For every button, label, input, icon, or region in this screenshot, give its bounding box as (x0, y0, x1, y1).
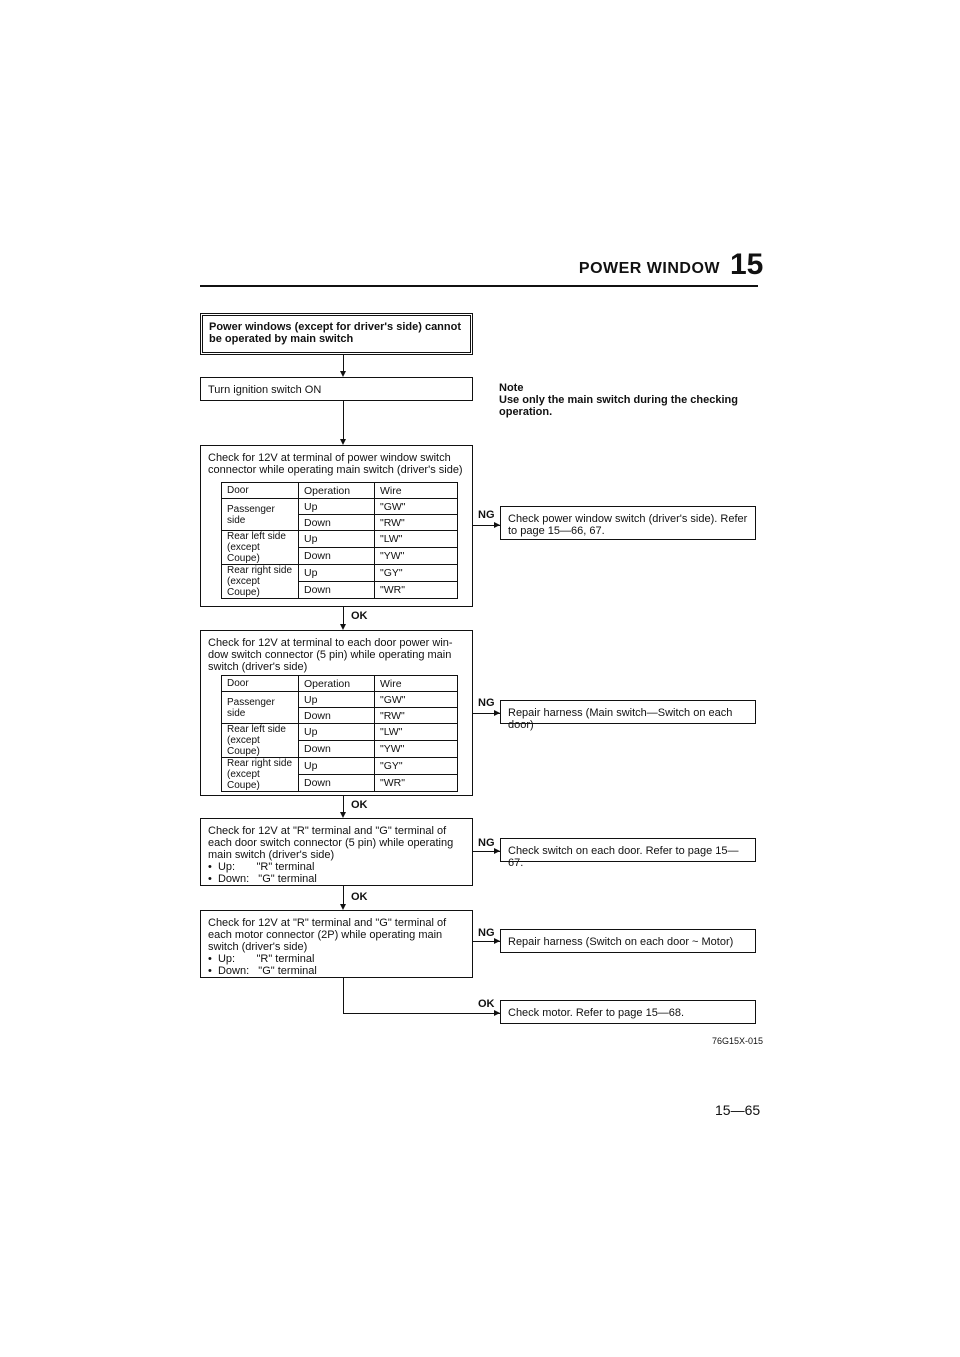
table-row (222, 565, 458, 582)
operation-cell: Up (299, 531, 375, 548)
ok-label: OK (351, 799, 368, 811)
column-header: Operation (299, 483, 375, 499)
wire-cell: "RW" (375, 515, 458, 531)
ok-label: OK (351, 610, 368, 622)
connector-line (343, 401, 344, 441)
operation-cell: Down (299, 515, 375, 531)
step2-text: Check for 12V at terminal of power window switch connector while operating main switch (driver's side) (208, 452, 463, 476)
ng-label: NG (478, 509, 495, 521)
table-row (222, 724, 458, 741)
door-cell: Rear left side (except Coupe) (222, 724, 299, 758)
door-cell: Rear right side (except Coupe) (222, 565, 299, 599)
chapter-number: 15 (730, 248, 764, 281)
column-header: Door (222, 483, 299, 499)
step5-ok-result (500, 1000, 756, 1024)
door-cell: Rear right side (except Coupe) (222, 758, 299, 792)
figure-code: 76G15X-015 (712, 1036, 764, 1046)
operation-cell: Up (299, 758, 375, 775)
table-row (222, 499, 458, 515)
table-row (222, 531, 458, 548)
operation-cell: Down (299, 708, 375, 724)
step5-box (200, 910, 473, 978)
step4-box (200, 818, 473, 886)
operation-cell: Down (299, 582, 375, 599)
wire-cell: "GY" (375, 565, 458, 582)
table-header-row (222, 676, 458, 692)
column-header: Wire (375, 676, 458, 692)
note-text: Use only the main switch during the checking operation. (499, 394, 738, 418)
connector-line (343, 978, 344, 1013)
step4-ng-text: Check switch on each door. Refer to page 15—67. (508, 845, 739, 869)
step3-ng-text: Repair harness (Main switch—Switch on each door) (508, 707, 733, 731)
table-row (222, 692, 458, 708)
column-header: Wire (375, 483, 458, 499)
wire-cell: "LW" (375, 724, 458, 741)
table-row (222, 758, 458, 775)
ng-label: NG (478, 837, 495, 849)
section-title: POWER WINDOW (578, 260, 720, 277)
connector-line (343, 886, 344, 906)
wire-cell: "YW" (375, 548, 458, 565)
header-rule (200, 285, 758, 287)
wire-cell: "GY" (375, 758, 458, 775)
note-title: Note (499, 382, 524, 394)
operation-cell: Up (299, 692, 375, 708)
ok-label: OK (478, 998, 495, 1010)
step1-text: Turn ignition switch ON (208, 384, 322, 396)
wire-cell: "WR" (375, 582, 458, 599)
table-header-row (222, 483, 458, 499)
step5-ng-result (500, 929, 756, 953)
step3-table (221, 675, 458, 792)
start-text: Power windows (except for driver's side) cannot be operated by main switch (209, 321, 462, 345)
start-box (200, 313, 473, 355)
step4-text: Check for 12V at "R" terminal and "G" terminal of each door switch connector (5 pin) while operating main switch (driver's side) (208, 825, 454, 861)
step2-ng-result (500, 506, 756, 540)
door-cell: Passenger side (222, 692, 299, 724)
column-header: Door (222, 676, 299, 692)
ok-line (343, 1013, 500, 1014)
page-number: 15—65 (715, 1102, 761, 1118)
step5-ng-text: Repair harness (Switch on each door ~ Motor) (508, 936, 734, 948)
operation-cell: Down (299, 741, 375, 758)
step5-bullet-up: • Up: "R" terminal (208, 953, 315, 965)
wire-cell: "GW" (375, 692, 458, 708)
ok-label: OK (351, 891, 368, 903)
wire-cell: "GW" (375, 499, 458, 515)
wire-cell: "LW" (375, 531, 458, 548)
step5-ok-text: Check motor. Refer to page 15—68. (508, 1007, 685, 1019)
step3-ng-result (500, 700, 756, 731)
operation-cell: Up (299, 565, 375, 582)
wire-cell: "WR" (375, 775, 458, 792)
step2-ng-text: Check power window switch (driver's side). Refer to page 15—66, 67. (508, 513, 748, 537)
step4-bullet-down: • Down: "G" terminal (208, 873, 317, 885)
operation-cell: Down (299, 775, 375, 792)
ng-label: NG (478, 697, 495, 709)
step5-bullet-down: • Down: "G" terminal (208, 965, 317, 977)
step1-box (200, 377, 473, 401)
step4-ng-result (500, 838, 756, 869)
step3-text: Check for 12V at terminal to each door power win- dow switch connector (5 pin) while operating main switch (driver's side) (208, 637, 453, 673)
ng-label: NG (478, 927, 495, 939)
door-cell: Rear left side (except Coupe) (222, 531, 299, 565)
door-cell: Passenger side (222, 499, 299, 531)
step2-table (221, 482, 458, 599)
operation-cell: Up (299, 724, 375, 741)
wire-cell: "RW" (375, 708, 458, 724)
operation-cell: Up (299, 499, 375, 515)
wire-cell: "YW" (375, 741, 458, 758)
column-header: Operation (299, 676, 375, 692)
step4-bullet-up: • Up: "R" terminal (208, 861, 315, 873)
operation-cell: Down (299, 548, 375, 565)
step5-text: Check for 12V at "R" terminal and "G" terminal of each motor connector (2P) while operating main switch (driver's side) (208, 917, 447, 953)
